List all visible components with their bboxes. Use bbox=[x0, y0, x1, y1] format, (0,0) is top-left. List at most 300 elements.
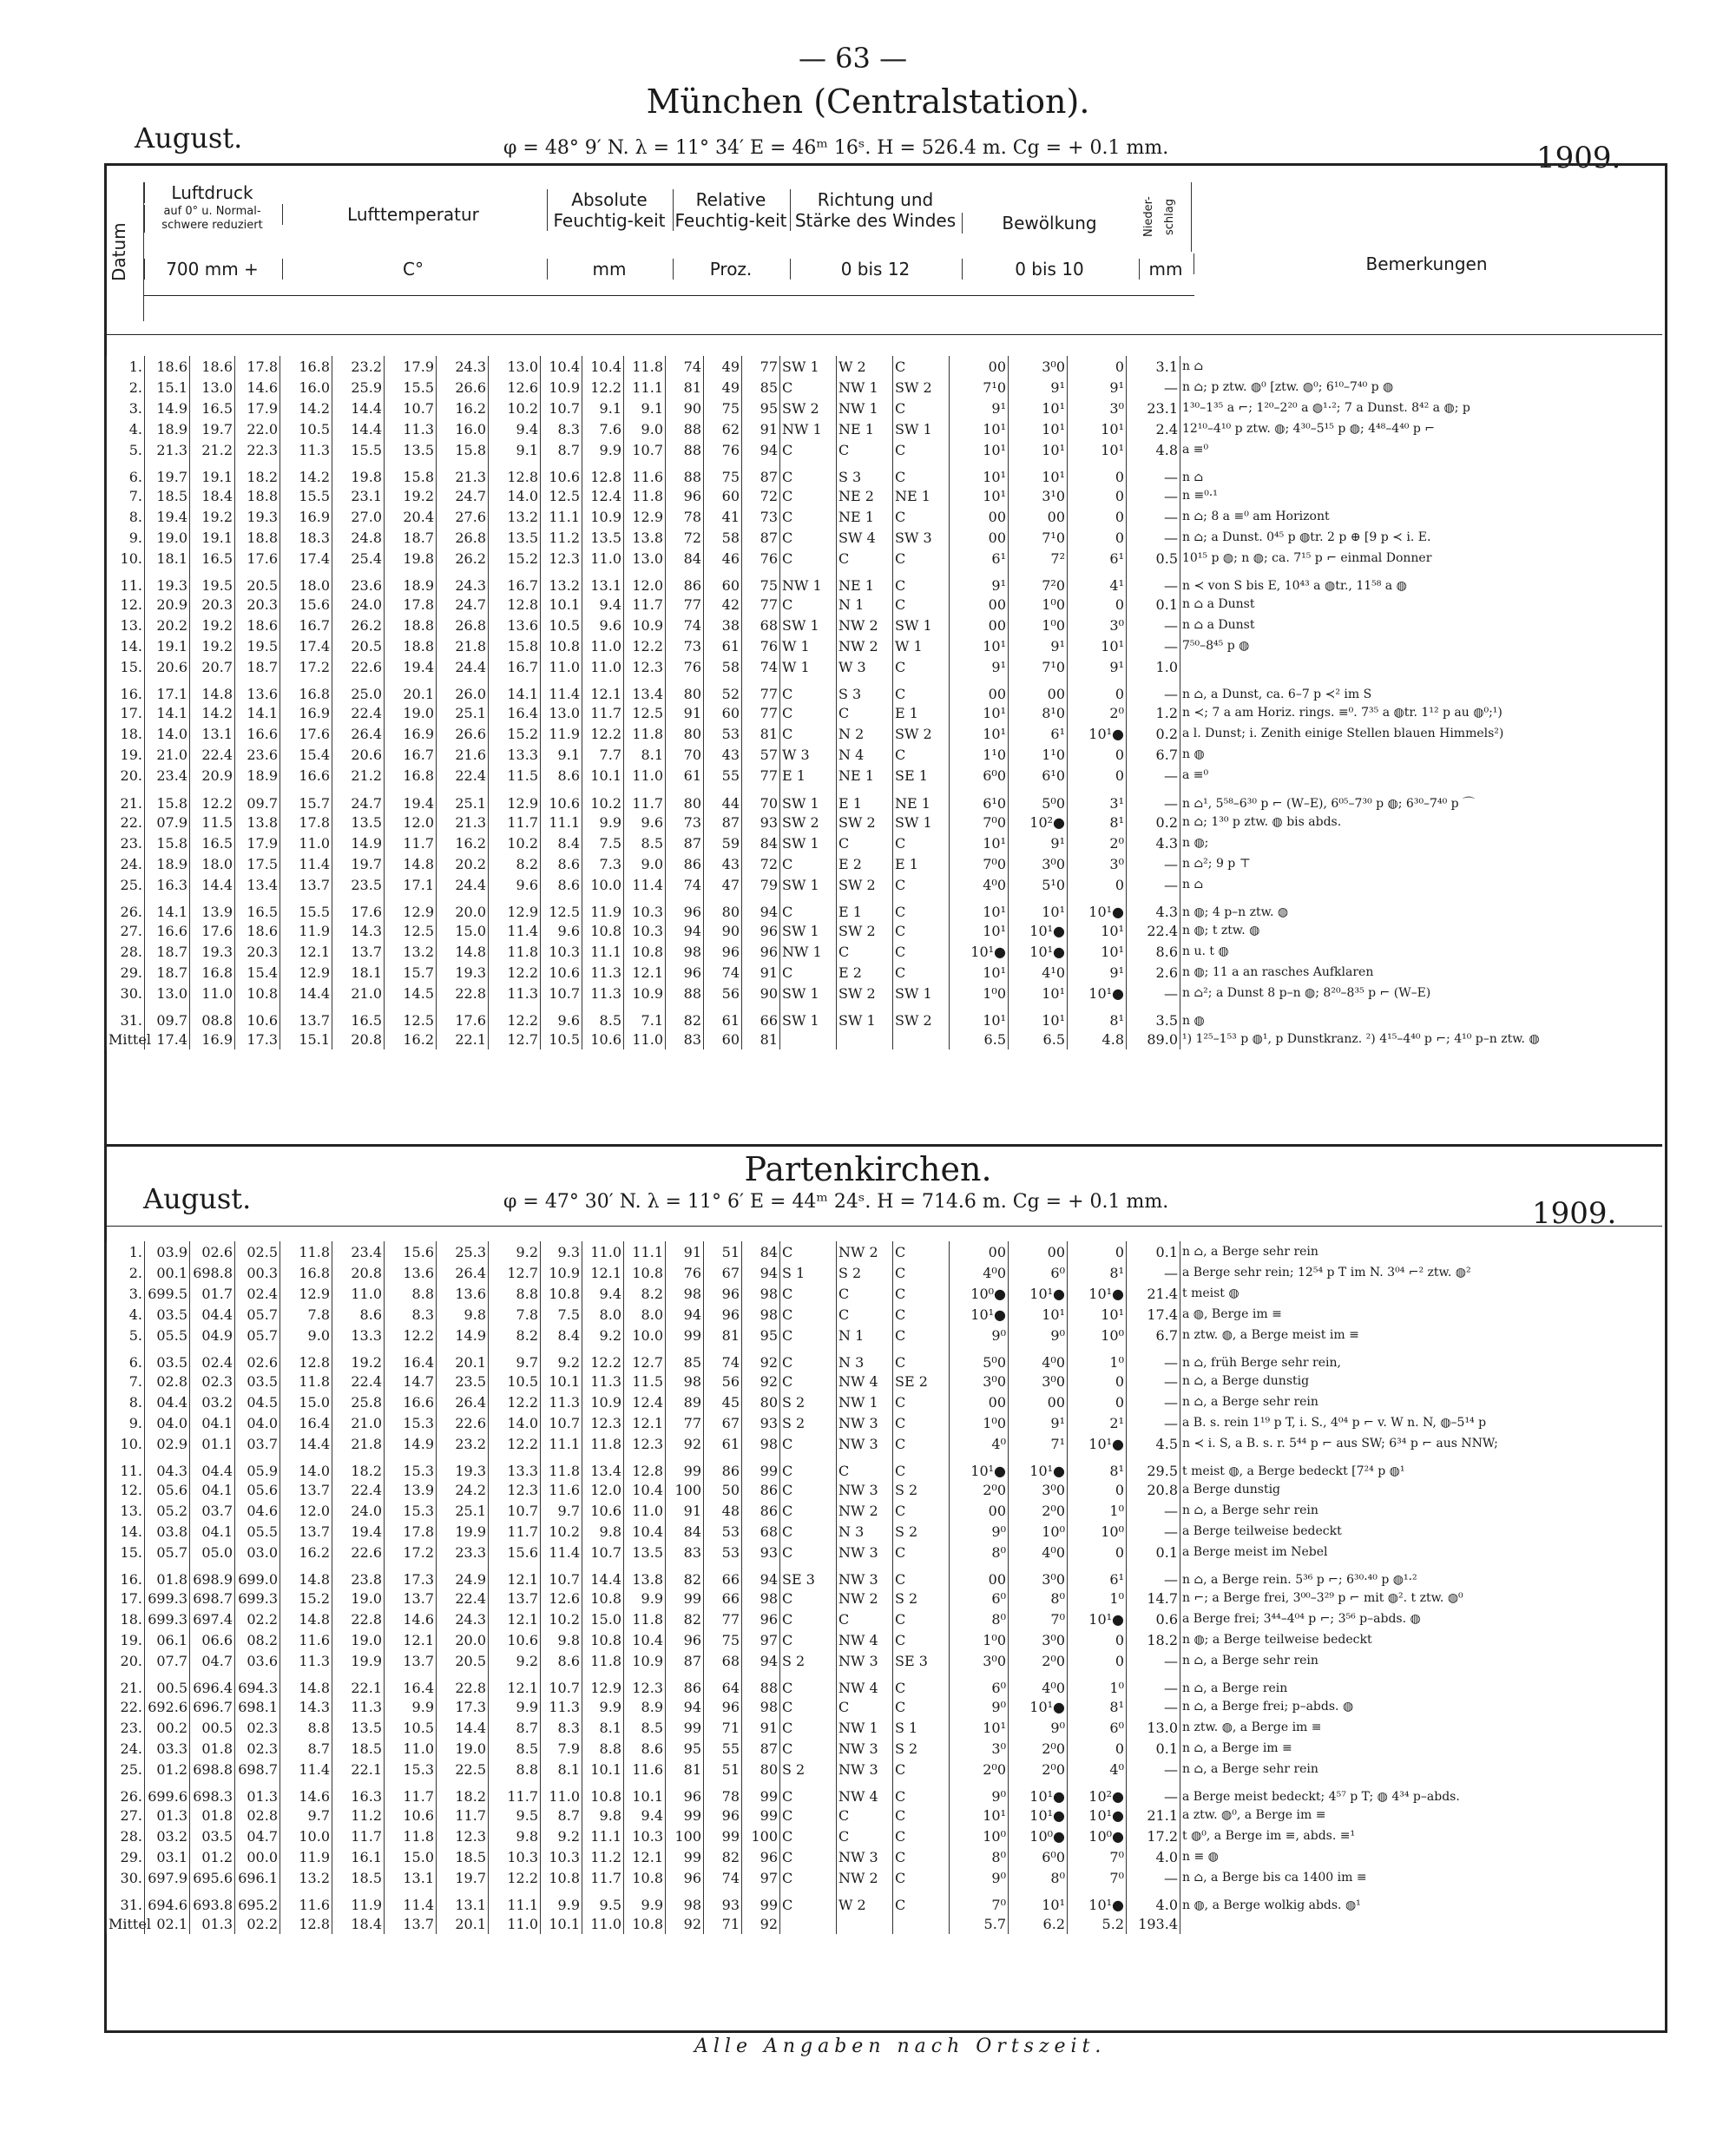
row-cell: — bbox=[1127, 1779, 1180, 1805]
row-cell: 10.6 bbox=[541, 460, 582, 485]
row-cell: 03.5 bbox=[145, 1304, 190, 1325]
row-cell: 13.6 bbox=[385, 1262, 437, 1283]
row-cell: 699.6 bbox=[145, 1779, 190, 1805]
row-cell: 20.6 bbox=[145, 656, 190, 677]
row-date: 4. bbox=[107, 1304, 145, 1325]
row-cell: 02.3 bbox=[235, 1717, 280, 1738]
row-cell: C bbox=[780, 1671, 837, 1696]
row-cell: C bbox=[780, 1738, 837, 1759]
row-cell: C bbox=[893, 569, 950, 594]
row-cell: 70 bbox=[666, 744, 704, 765]
row-cell: 23.8 bbox=[332, 1562, 385, 1588]
row-cell: NW 1 bbox=[780, 418, 837, 439]
row-cell: 699.0 bbox=[235, 1562, 280, 1588]
row-remark: n ◍; bbox=[1180, 832, 1663, 853]
row-cell: 01.8 bbox=[190, 1738, 235, 1759]
row-date: 23. bbox=[107, 832, 145, 853]
row-cell: 17.2 bbox=[1127, 1826, 1180, 1846]
row-remark: n ◍; 4 p–n ztw. ◍ bbox=[1180, 895, 1663, 920]
row-remark: 1³⁰–1³⁵ a ⌐; 1²⁰–2²⁰ a ◍¹·²; 7 a Dunst. 8⁴² a ◍; p bbox=[1180, 398, 1663, 418]
row-date: 31. bbox=[107, 1003, 145, 1029]
row-cell: SE 1 bbox=[893, 765, 950, 786]
row-cell: 11.3 bbox=[280, 439, 332, 460]
row-cell: 16.0 bbox=[437, 418, 489, 439]
row-cell: 14.1 bbox=[145, 895, 190, 920]
row-cell: 86 bbox=[742, 1500, 780, 1521]
row-cell: 19.2 bbox=[190, 506, 235, 527]
row-cell: 11.8 bbox=[582, 1433, 624, 1454]
row-cell: 10¹ bbox=[1009, 418, 1068, 439]
row-cell: 0.1 bbox=[1127, 594, 1180, 615]
row-cell: 12.2 bbox=[489, 1391, 541, 1412]
row-cell: 26.6 bbox=[437, 723, 489, 744]
row-cell: 96 bbox=[704, 1696, 742, 1717]
row-date: 7. bbox=[107, 1371, 145, 1391]
row-cell: 66 bbox=[704, 1588, 742, 1608]
row-cell: 11.0 bbox=[489, 1913, 541, 1934]
row-cell: 19.0 bbox=[332, 1588, 385, 1608]
row-cell: 86 bbox=[742, 1479, 780, 1500]
row-cell: 10⁰ bbox=[950, 1826, 1009, 1846]
row-cell: 91 bbox=[742, 962, 780, 983]
row-cell: 6⁰ bbox=[1009, 1262, 1068, 1283]
row-cell: 91 bbox=[666, 702, 704, 723]
row-cell: 10⁰● bbox=[1009, 1826, 1068, 1846]
row-cell: 0 bbox=[1068, 1542, 1127, 1562]
row-cell: 8⁰ bbox=[1009, 1867, 1068, 1888]
row-cell: 10¹ bbox=[950, 1003, 1009, 1029]
row-cell: 696.7 bbox=[190, 1696, 235, 1717]
row-cell: 19.5 bbox=[235, 635, 280, 656]
row-cell: 15.6 bbox=[385, 1241, 437, 1262]
row-cell: 13.7 bbox=[489, 1588, 541, 1608]
row-cell: 12.3 bbox=[624, 656, 666, 677]
row-cell: NW 3 bbox=[837, 1412, 893, 1433]
row-cell: 94 bbox=[742, 439, 780, 460]
row-cell: 60 bbox=[704, 569, 742, 594]
row-cell: 7.5 bbox=[541, 1304, 582, 1325]
row-cell: 8.3 bbox=[385, 1304, 437, 1325]
row-cell: 04.7 bbox=[235, 1826, 280, 1846]
row-date: 11. bbox=[107, 1454, 145, 1479]
row-cell: 14.6 bbox=[385, 1608, 437, 1629]
row-cell: 20.7 bbox=[190, 656, 235, 677]
row-cell: 11.3 bbox=[385, 418, 437, 439]
row-cell: 8.8 bbox=[280, 1717, 332, 1738]
row-cell: 9.6 bbox=[541, 920, 582, 941]
row-cell: 85 bbox=[666, 1345, 704, 1371]
row-cell: 15.4 bbox=[235, 962, 280, 983]
row-cell: 13.2 bbox=[541, 569, 582, 594]
row-cell: 18.9 bbox=[145, 853, 190, 874]
row-cell: 26.2 bbox=[332, 615, 385, 635]
row-date: 25. bbox=[107, 874, 145, 895]
row-cell: 9.9 bbox=[489, 1696, 541, 1717]
row-cell: C bbox=[780, 1629, 837, 1650]
row-cell: 22.4 bbox=[437, 1588, 489, 1608]
row-cell: 14.2 bbox=[280, 398, 332, 418]
row-cell: 12.5 bbox=[541, 895, 582, 920]
row-cell: 13.6 bbox=[437, 1283, 489, 1304]
row-cell: E 1 bbox=[780, 765, 837, 786]
row-cell: 7.7 bbox=[582, 744, 624, 765]
row-cell: NW 3 bbox=[837, 1479, 893, 1500]
row-cell: 44 bbox=[704, 786, 742, 812]
row-cell: 10.7 bbox=[385, 398, 437, 418]
row-cell: 13.8 bbox=[235, 812, 280, 832]
row-cell: 53 bbox=[704, 1542, 742, 1562]
row-cell: 96 bbox=[704, 1304, 742, 1325]
row-cell: 7¹0 bbox=[1009, 527, 1068, 548]
row-cell: 13.0 bbox=[541, 702, 582, 723]
row-cell: 11.1 bbox=[624, 1241, 666, 1262]
row-cell: 14.9 bbox=[385, 1433, 437, 1454]
row-remark: n ⌂, a Berge sehr rein bbox=[1180, 1241, 1663, 1262]
row-cell: 05.6 bbox=[235, 1479, 280, 1500]
row-cell: 12.9 bbox=[385, 895, 437, 920]
row-cell: 7⁰0 bbox=[950, 853, 1009, 874]
row-cell: 10.7 bbox=[489, 1500, 541, 1521]
row-cell: 18.6 bbox=[190, 356, 235, 377]
row-remark: n ⌂; a Dunst. 0⁴⁵ p ◍tr. 2 p ⊕ [9 p ≺ i. E. bbox=[1180, 527, 1663, 548]
header-remarks: Bemerkungen bbox=[1194, 253, 1659, 274]
row-cell: 14.2 bbox=[280, 460, 332, 485]
row-cell: 10.5 bbox=[280, 418, 332, 439]
row-cell: 96 bbox=[742, 1846, 780, 1867]
row-cell: 70 bbox=[742, 786, 780, 812]
row-cell: 42 bbox=[704, 594, 742, 615]
row-cell: 00 bbox=[950, 594, 1009, 615]
row-cell: 17.5 bbox=[235, 853, 280, 874]
row-cell: 12.5 bbox=[385, 1003, 437, 1029]
row-cell: 15.7 bbox=[280, 786, 332, 812]
row-cell: 12.8 bbox=[489, 460, 541, 485]
row-cell: 15.8 bbox=[145, 786, 190, 812]
row-cell: 01.3 bbox=[145, 1805, 190, 1826]
row-cell: 10.6 bbox=[385, 1805, 437, 1826]
row-cell: 22.4 bbox=[437, 765, 489, 786]
row-cell: 96 bbox=[704, 1283, 742, 1304]
row-cell: 13.4 bbox=[582, 1454, 624, 1479]
row-cell: 00.3 bbox=[235, 1262, 280, 1283]
row-cell: C bbox=[780, 1241, 837, 1262]
row-cell: 61 bbox=[704, 1003, 742, 1029]
row-cell: 03.1 bbox=[145, 1846, 190, 1867]
row-cell: 20.1 bbox=[437, 1345, 489, 1371]
row-cell: 15.3 bbox=[385, 1759, 437, 1779]
row-cell: 13.0 bbox=[190, 377, 235, 398]
row-cell: 18.1 bbox=[332, 962, 385, 983]
row-cell: 12.3 bbox=[541, 548, 582, 569]
row-cell: 14.0 bbox=[489, 485, 541, 506]
row-cell: 17.6 bbox=[235, 548, 280, 569]
row-cell: 11.8 bbox=[280, 1371, 332, 1391]
row-cell: 10¹ bbox=[950, 1717, 1009, 1738]
row-cell: 05.6 bbox=[145, 1479, 190, 1500]
row-cell: 16.9 bbox=[385, 723, 437, 744]
row-cell: 699.3 bbox=[145, 1608, 190, 1629]
row-cell: 20.8 bbox=[332, 1262, 385, 1283]
row-cell: 10¹ bbox=[1009, 1003, 1068, 1029]
row-remark: 7⁵⁰–8⁴⁵ p ◍ bbox=[1180, 635, 1663, 656]
row-cell: 26.4 bbox=[437, 1262, 489, 1283]
row-cell: 76 bbox=[742, 635, 780, 656]
row-cell: 4.3 bbox=[1127, 832, 1180, 853]
row-cell: 10.4 bbox=[541, 356, 582, 377]
row-cell: 7⁰ bbox=[950, 1888, 1009, 1913]
row-cell: 11.0 bbox=[582, 1913, 624, 1934]
row-cell: 51 bbox=[704, 1241, 742, 1262]
row-cell: SW 1 bbox=[780, 356, 837, 377]
row-cell: 82 bbox=[666, 1003, 704, 1029]
row-cell: 8.5 bbox=[624, 1717, 666, 1738]
row-cell: 04.0 bbox=[145, 1412, 190, 1433]
row-cell: 11.8 bbox=[489, 941, 541, 962]
row-cell: NE 1 bbox=[893, 485, 950, 506]
table-row bbox=[107, 765, 1663, 786]
row-cell: 97 bbox=[742, 1867, 780, 1888]
row-cell: 20.4 bbox=[385, 506, 437, 527]
row-cell: C bbox=[780, 377, 837, 398]
row-cell: 1.2 bbox=[1127, 702, 1180, 723]
row-cell: C bbox=[780, 1867, 837, 1888]
row-cell: C bbox=[837, 1304, 893, 1325]
row-cell: 18.5 bbox=[332, 1867, 385, 1888]
row-cell: 8.6 bbox=[541, 1650, 582, 1671]
row-cell: W 1 bbox=[893, 635, 950, 656]
row-cell: C bbox=[780, 1325, 837, 1345]
row-remark: n ztw. ◍, a Berge im ≡ bbox=[1180, 1717, 1663, 1738]
row-cell: 96 bbox=[666, 962, 704, 983]
row-date: 22. bbox=[107, 812, 145, 832]
header-wind: Richtung und Stärke des Windes bbox=[790, 189, 960, 231]
row-cell: C bbox=[893, 1542, 950, 1562]
row-cell: 0 bbox=[1068, 744, 1127, 765]
row-cell: 92 bbox=[742, 1371, 780, 1391]
row-cell: 04.4 bbox=[190, 1454, 235, 1479]
row-cell: 18.5 bbox=[332, 1738, 385, 1759]
row-cell: 46 bbox=[704, 548, 742, 569]
row-cell: 41 bbox=[704, 506, 742, 527]
row-cell: 16.5 bbox=[190, 548, 235, 569]
row-cell: 25.8 bbox=[332, 1391, 385, 1412]
row-cell: 13.8 bbox=[624, 1562, 666, 1588]
row-date: 27. bbox=[107, 1805, 145, 1826]
munich-year: 1909. bbox=[1536, 141, 1621, 175]
row-cell: 10¹ bbox=[950, 1805, 1009, 1826]
row-cell: 10²● bbox=[1009, 812, 1068, 832]
table-row bbox=[107, 418, 1663, 439]
table-row bbox=[107, 1826, 1663, 1846]
row-cell: 58 bbox=[704, 527, 742, 548]
row-cell: 15.7 bbox=[385, 962, 437, 983]
row-cell: 22.6 bbox=[437, 1412, 489, 1433]
row-cell: 25.1 bbox=[437, 1500, 489, 1521]
row-cell: 19.9 bbox=[437, 1521, 489, 1542]
row-cell: 00 bbox=[950, 1562, 1009, 1588]
row-cell: C bbox=[893, 1304, 950, 1325]
row-cell: 18.5 bbox=[145, 485, 190, 506]
row-cell: 10.7 bbox=[541, 983, 582, 1003]
row-cell: SW 2 bbox=[837, 983, 893, 1003]
row-cell: 10.7 bbox=[541, 1671, 582, 1696]
row-remark: t meist ◍ bbox=[1180, 1283, 1663, 1304]
row-cell: 7.6 bbox=[582, 418, 624, 439]
row-cell: 78 bbox=[704, 1779, 742, 1805]
row-cell: C bbox=[893, 1867, 950, 1888]
row-cell: 16.8 bbox=[280, 356, 332, 377]
row-remark: n ≺; 7 a am Horiz. rings. ≡⁰. 7³⁵ a ◍tr. 1¹² p au ◍⁰;¹) bbox=[1180, 702, 1663, 723]
row-cell: 87 bbox=[742, 1738, 780, 1759]
row-cell: 18.7 bbox=[385, 527, 437, 548]
table-row bbox=[107, 962, 1663, 983]
row-cell: 12.4 bbox=[582, 485, 624, 506]
row-cell: S 2 bbox=[893, 1479, 950, 1500]
row-cell: 10.4 bbox=[624, 1479, 666, 1500]
row-cell: 10.6 bbox=[541, 962, 582, 983]
row-cell: 80 bbox=[742, 1391, 780, 1412]
row-cell: 88 bbox=[666, 418, 704, 439]
row-cell: C bbox=[780, 895, 837, 920]
row-remark: n ⌂²; a Dunst 8 p–n ◍; 8²⁰–8³⁵ p ⌐ (W–E) bbox=[1180, 983, 1663, 1003]
row-cell: 16.4 bbox=[489, 702, 541, 723]
row-cell: 23.4 bbox=[145, 765, 190, 786]
row-remark: n ⌂, a Berge sehr rein bbox=[1180, 1500, 1663, 1521]
row-cell: 9.9 bbox=[582, 439, 624, 460]
row-cell: 8⁰ bbox=[950, 1608, 1009, 1629]
row-cell: C bbox=[893, 1345, 950, 1371]
row-cell: 8¹ bbox=[1068, 1262, 1127, 1283]
row-cell: 94 bbox=[742, 1562, 780, 1588]
row-remark: n ◍; 11 a an rasches Aufklaren bbox=[1180, 962, 1663, 983]
row-cell: 9.9 bbox=[582, 812, 624, 832]
row-cell: 21.0 bbox=[332, 983, 385, 1003]
row-cell: 11.7 bbox=[582, 702, 624, 723]
table-row bbox=[107, 1629, 1663, 1650]
row-cell: C bbox=[780, 1888, 837, 1913]
row-cell: 10¹ bbox=[1068, 1304, 1127, 1325]
row-cell: 11.4 bbox=[541, 677, 582, 702]
row-cell: 12.2 bbox=[385, 1325, 437, 1345]
table-row bbox=[107, 853, 1663, 874]
row-cell: 96 bbox=[704, 1805, 742, 1826]
row-cell: 4⁰0 bbox=[1009, 1671, 1068, 1696]
row-cell: 8.3 bbox=[541, 1717, 582, 1738]
row-cell: 87 bbox=[704, 812, 742, 832]
row-cell: 10.4 bbox=[624, 1629, 666, 1650]
row-date: 22. bbox=[107, 1696, 145, 1717]
row-cell: 8.3 bbox=[541, 418, 582, 439]
row-cell: 10¹● bbox=[1068, 1805, 1127, 1826]
row-cell: 13.3 bbox=[489, 744, 541, 765]
row-cell: 7¹0 bbox=[950, 377, 1009, 398]
row-cell: 83 bbox=[666, 1029, 704, 1049]
row-cell: 12.1 bbox=[280, 941, 332, 962]
row-cell: 15.6 bbox=[280, 594, 332, 615]
row-date: 1. bbox=[107, 356, 145, 377]
row-remark: a Berge sehr rein; 12⁵⁴ p T im N. 3⁰⁴ ⌐² ztw. ◍² bbox=[1180, 1262, 1663, 1283]
row-date: 21. bbox=[107, 786, 145, 812]
row-cell bbox=[893, 1913, 950, 1934]
row-cell: 80 bbox=[666, 723, 704, 744]
row-cell: 61 bbox=[666, 765, 704, 786]
row-cell: 6¹0 bbox=[950, 786, 1009, 812]
row-date: 15. bbox=[107, 656, 145, 677]
row-remark: t ◍⁰, a Berge im ≡, abds. ≡¹ bbox=[1180, 1826, 1663, 1846]
table-row bbox=[107, 1241, 1663, 1262]
row-cell: C bbox=[780, 485, 837, 506]
row-cell: 23.6 bbox=[332, 569, 385, 594]
row-cell: 9.2 bbox=[582, 1325, 624, 1345]
row-cell: 13.9 bbox=[385, 1479, 437, 1500]
row-cell: 18.9 bbox=[235, 765, 280, 786]
header-abs-unit: mm bbox=[547, 259, 671, 280]
row-cell: S 3 bbox=[837, 677, 893, 702]
row-cell: 22.5 bbox=[437, 1759, 489, 1779]
row-cell: NW 3 bbox=[837, 1542, 893, 1562]
row-cell: 9.8 bbox=[582, 1805, 624, 1826]
row-cell: C bbox=[780, 1696, 837, 1717]
row-cell: 6¹ bbox=[950, 548, 1009, 569]
row-cell: 01.2 bbox=[145, 1759, 190, 1779]
row-cell: 94 bbox=[666, 1696, 704, 1717]
row-cell: 3⁰ bbox=[1068, 853, 1127, 874]
row-cell: 14.4 bbox=[582, 1562, 624, 1588]
row-cell: C bbox=[893, 1262, 950, 1283]
row-cell: 12.1 bbox=[489, 1562, 541, 1588]
row-date: 16. bbox=[107, 1562, 145, 1588]
row-cell: 05.7 bbox=[235, 1325, 280, 1345]
row-cell: 83 bbox=[666, 1542, 704, 1562]
row-date: 24. bbox=[107, 1738, 145, 1759]
row-cell: 80 bbox=[704, 895, 742, 920]
row-cell: 10¹● bbox=[1068, 1433, 1127, 1454]
row-cell: C bbox=[780, 1521, 837, 1542]
row-cell: 96 bbox=[666, 485, 704, 506]
row-cell: 10.1 bbox=[541, 1913, 582, 1934]
table-row bbox=[107, 439, 1663, 460]
row-remark: n ◍ bbox=[1180, 1003, 1663, 1029]
row-cell: 91 bbox=[742, 418, 780, 439]
row-cell: 23.1 bbox=[1127, 398, 1180, 418]
row-cell: 19.4 bbox=[145, 506, 190, 527]
row-cell: 6⁰ bbox=[950, 1588, 1009, 1608]
row-cell: 03.8 bbox=[145, 1521, 190, 1542]
row-date: 25. bbox=[107, 1759, 145, 1779]
row-cell: 22.6 bbox=[332, 656, 385, 677]
row-cell: 10¹● bbox=[1068, 723, 1127, 744]
row-cell: 13.7 bbox=[332, 941, 385, 962]
row-date: 8. bbox=[107, 506, 145, 527]
row-cell: 10¹● bbox=[1068, 1283, 1127, 1304]
row-cell: 45 bbox=[704, 1391, 742, 1412]
table-row bbox=[107, 812, 1663, 832]
row-cell: C bbox=[780, 1345, 837, 1371]
row-cell: 8¹ bbox=[1068, 1454, 1127, 1479]
row-remark: ¹) 1²⁵–1⁵³ p ◍¹, p Dunstkranz. ²) 4¹⁵–4⁴⁰ p ⌐; 4¹⁰ p–n ztw. ◍ bbox=[1180, 1029, 1663, 1049]
row-cell: 43 bbox=[704, 853, 742, 874]
row-cell: 9¹ bbox=[1009, 377, 1068, 398]
row-cell: 7.9 bbox=[541, 1738, 582, 1759]
row-cell: 18.6 bbox=[145, 356, 190, 377]
header-precip: Nieder-schlag bbox=[1139, 182, 1192, 252]
row-date: 26. bbox=[107, 895, 145, 920]
row-cell: 11.0 bbox=[190, 983, 235, 1003]
row-cell: C bbox=[837, 439, 893, 460]
row-cell: 56 bbox=[704, 1371, 742, 1391]
row-cell: — bbox=[1127, 1262, 1180, 1283]
row-cell: 16.5 bbox=[190, 398, 235, 418]
